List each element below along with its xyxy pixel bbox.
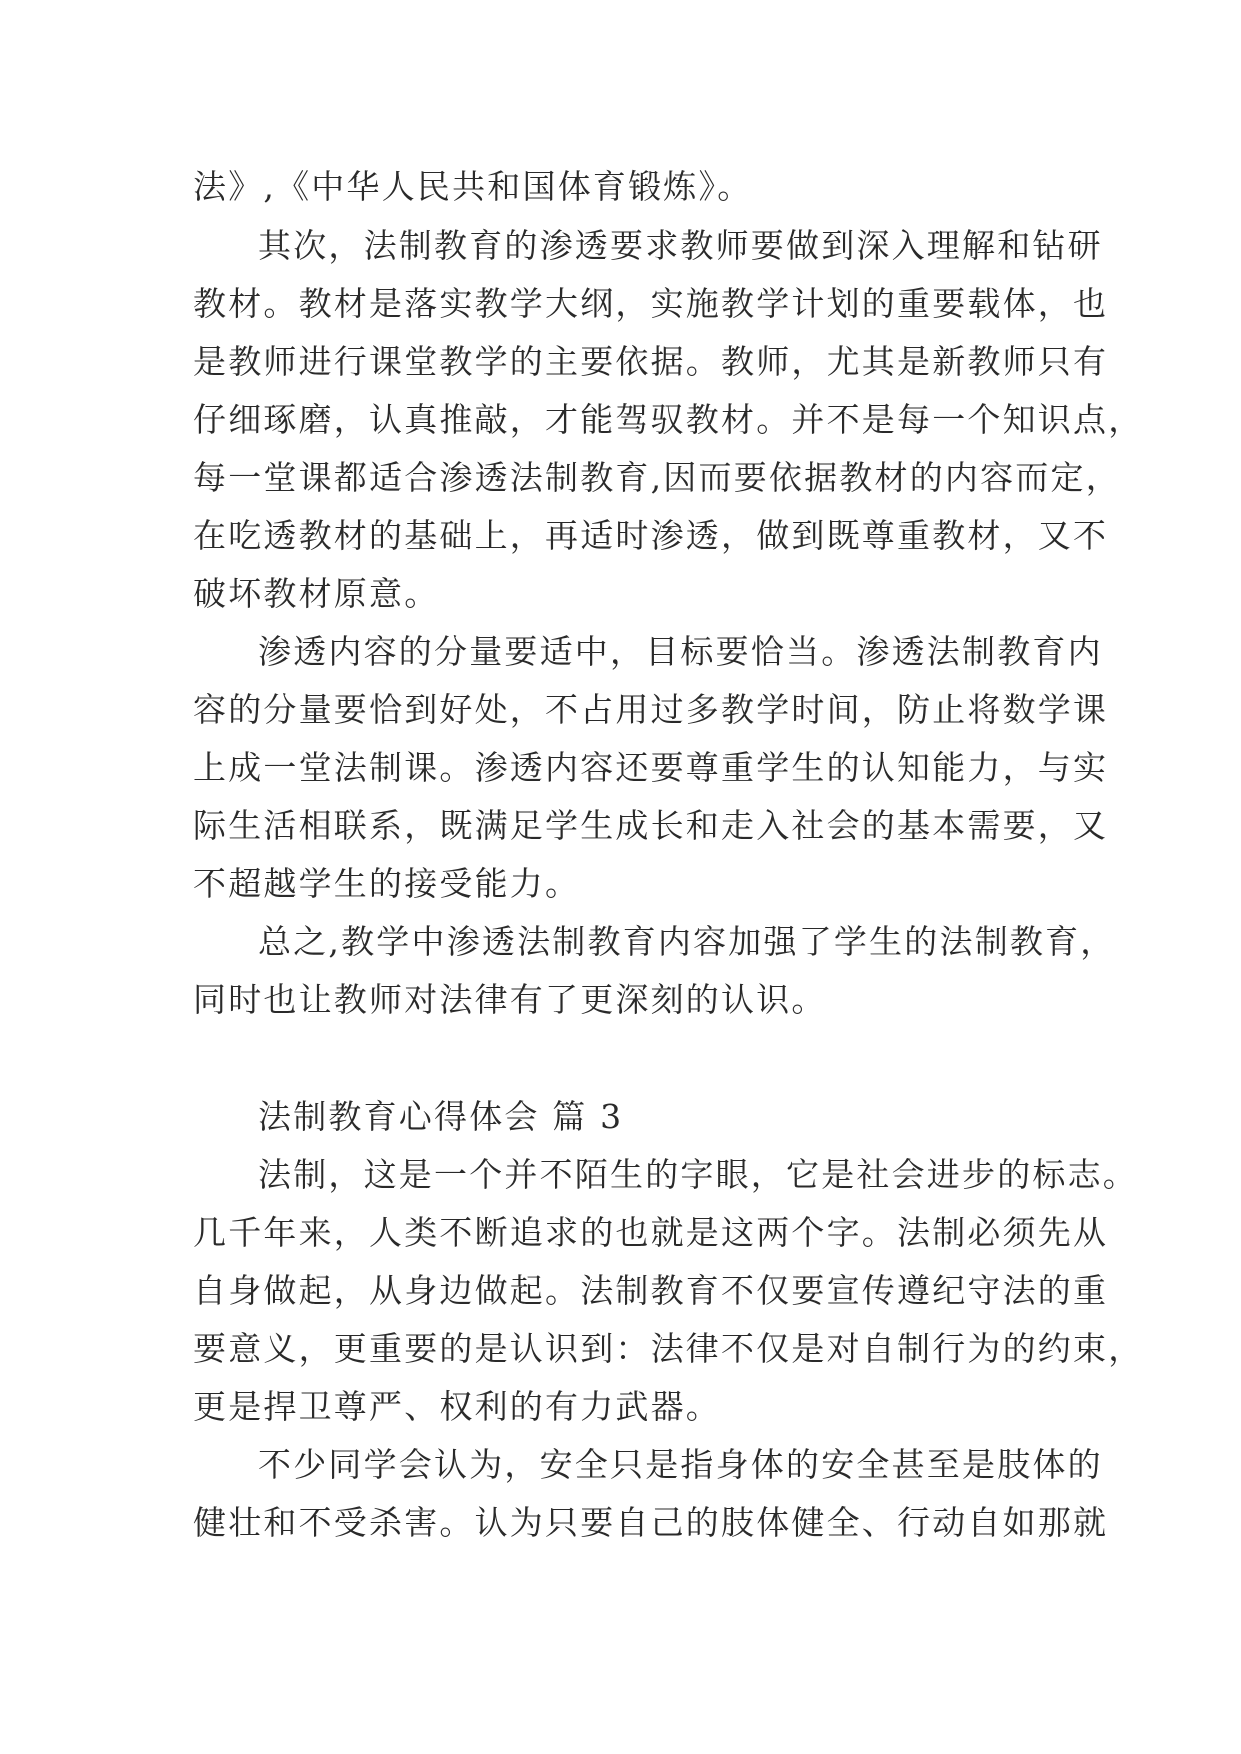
paragraph-4-line-2: 同时也让教师对法律有了更深刻的认识。 xyxy=(193,980,827,1019)
paragraph-3-line-1: 渗透内容的分量要适中，目标要恰当。渗透法制教育内 xyxy=(258,632,1103,671)
paragraph-5-line-5: 更是捍卫尊严、权利的有力武器。 xyxy=(193,1387,721,1426)
section-heading: 法制教育心得体会 篇 3 xyxy=(258,1097,624,1136)
paragraph-6-line-2: 健壮和不受杀害。认为只要自己的肢体健全、行动自如那就 xyxy=(193,1503,1109,1542)
paragraph-6-line-1: 不少同学会认为，安全只是指身体的安全甚至是肢体的 xyxy=(258,1445,1103,1484)
paragraph-3-line-5: 不超越学生的接受能力。 xyxy=(193,864,581,903)
paragraph-2-line-2: 教材。教材是落实教学大纲，实施教学计划的重要载体，也 xyxy=(193,284,1109,323)
paragraph-3-line-2: 容的分量要恰到好处，不占用过多教学时间，防止将数学课 xyxy=(193,690,1109,729)
paragraph-2-line-4: 仔细琢磨，认真推敲，才能驾驭教材。并不是每一个知识点， xyxy=(193,400,1144,439)
paragraph-3-line-4: 际生活相联系，既满足学生成长和走入社会的基本需要，又 xyxy=(193,806,1109,845)
paragraph-2-line-6: 在吃透教材的基础上，再适时渗透，做到既尊重教材，又不 xyxy=(193,516,1109,555)
paragraph-5-line-1: 法制，这是一个并不陌生的字眼，它是社会进步的标志。 xyxy=(258,1155,1138,1194)
paragraph-5-line-2: 几千年来，人类不断追求的也就是这两个字。法制必须先从 xyxy=(193,1213,1109,1252)
paragraph-2-line-3: 是教师进行课堂教学的主要依据。教师，尤其是新教师只有 xyxy=(193,342,1109,381)
paragraph-3-line-3: 上成一堂法制课。渗透内容还要尊重学生的认知能力，与实 xyxy=(193,748,1109,787)
paragraph-2-line-1: 其次，法制教育的渗透要求教师要做到深入理解和钻研 xyxy=(258,226,1103,265)
text-line-1: 法》,《中华人民共和国体育锻炼》。 xyxy=(193,167,753,206)
paragraph-2-line-5: 每一堂课都适合渗透法制教育,因而要依据教材的内容而定， xyxy=(193,458,1121,497)
paragraph-2-line-7: 破坏教材原意。 xyxy=(193,574,440,613)
paragraph-4-line-1: 总之,教学中渗透法制教育内容加强了学生的法制教育， xyxy=(258,922,1116,961)
paragraph-5-line-4: 要意义，更重要的是认识到：法律不仅是对自制行为的约束， xyxy=(193,1329,1144,1368)
paragraph-5-line-3: 自身做起，从身边做起。法制教育不仅要宣传遵纪守法的重 xyxy=(193,1271,1109,1310)
